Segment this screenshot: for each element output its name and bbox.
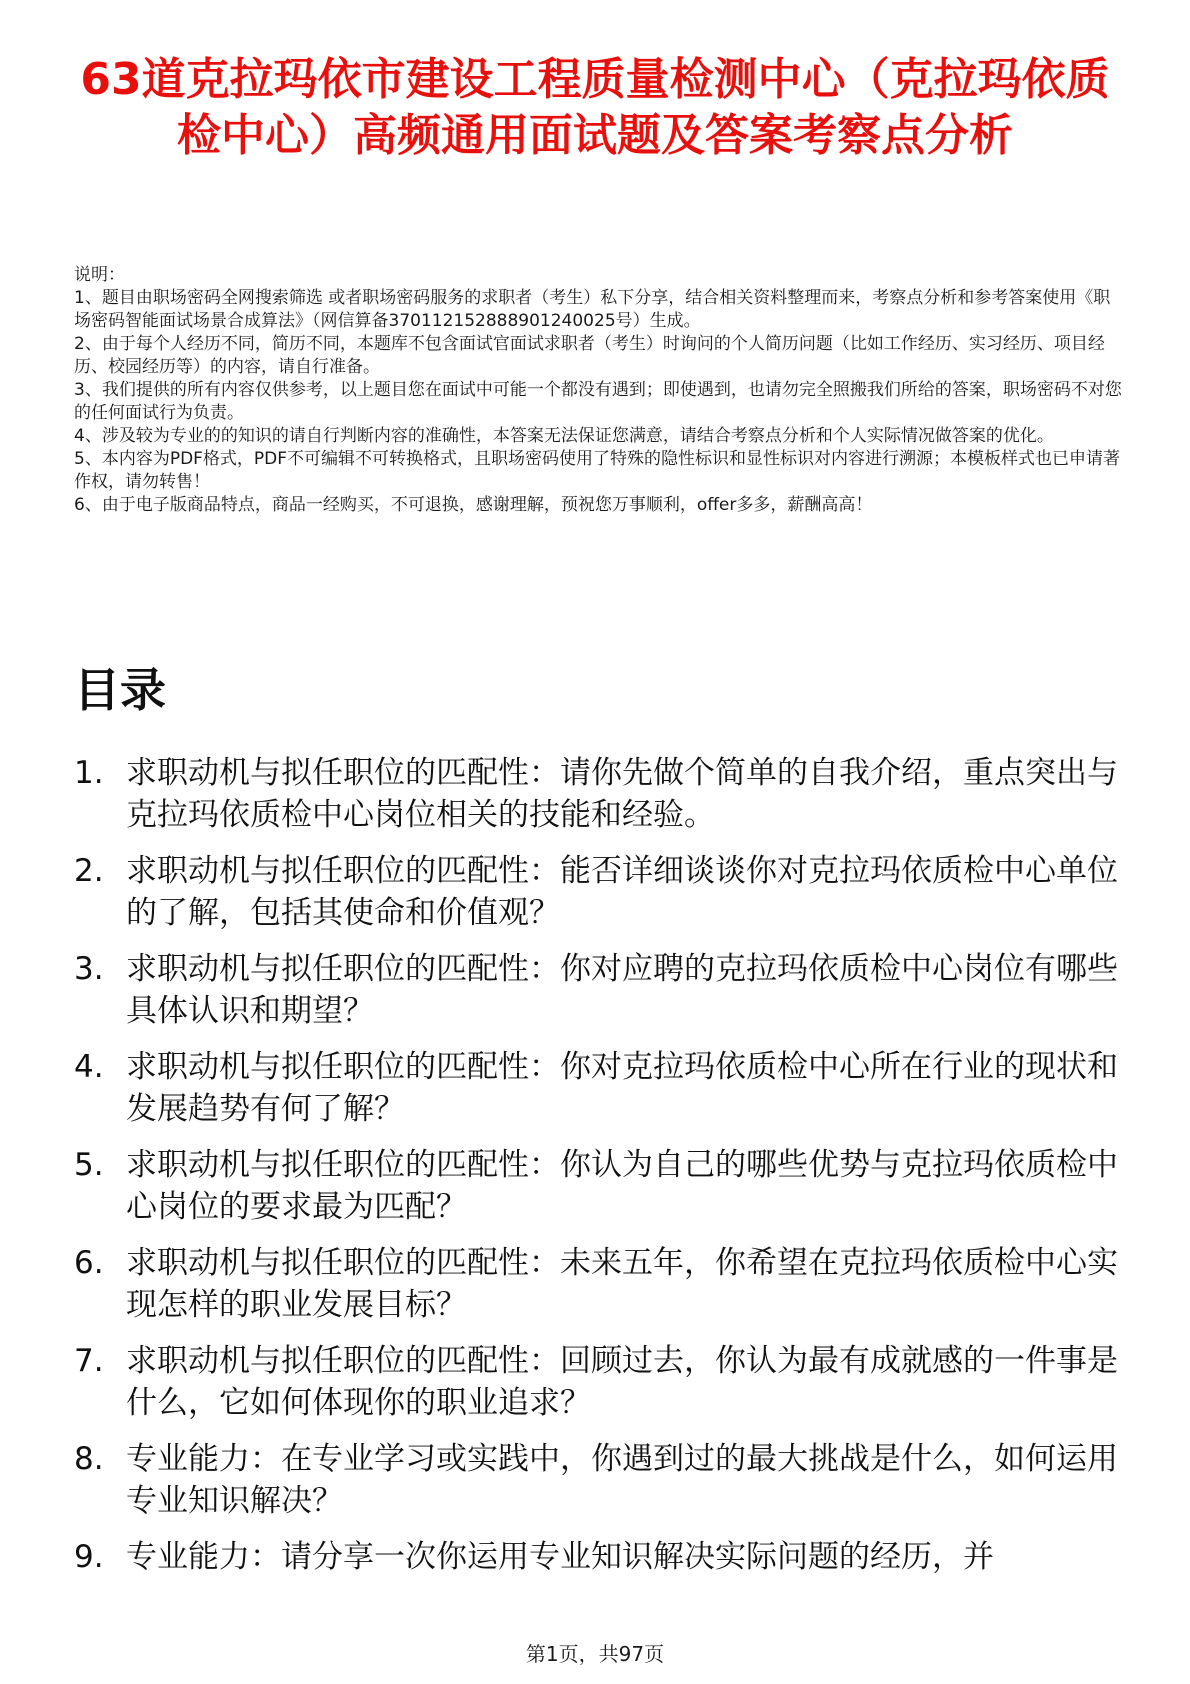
toc-item[interactable]	[74, 752, 1124, 836]
page-footer: 第1页，共97页	[525, 1642, 665, 1666]
toc-item[interactable]	[74, 1046, 1124, 1130]
toc-list	[74, 752, 1124, 1592]
toc-item-number: 4.	[74, 1049, 104, 1085]
toc-item-text: 求职动机与拟任职位的匹配性：回顾过去，你认为最有成就感的一件事是什么，它如何体现你的职业追求？	[126, 1343, 1118, 1421]
toc-item-text: 求职动机与拟任职位的匹配性：未来五年，你希望在克拉玛依质检中心实现怎样的职业发展目标？	[126, 1245, 1118, 1323]
toc-item[interactable]	[74, 1144, 1124, 1228]
toc-item[interactable]	[74, 1242, 1124, 1326]
toc-item-text: 专业能力：在专业学习或实践中，你遇到过的最大挑战是什么，如何运用专业知识解决？	[126, 1441, 1118, 1519]
toc-item[interactable]	[74, 948, 1124, 1032]
toc-item[interactable]	[74, 850, 1124, 934]
toc-item-text: 求职动机与拟任职位的匹配性：你对应聘的克拉玛依质检中心岗位有哪些具体认识和期望？	[126, 951, 1118, 1029]
notes-item: 6、由于电子版商品特点，商品一经购买，不可退换，感谢理解，预祝您万事顺利，offer多多，薪酬高高！	[74, 495, 873, 515]
toc-item[interactable]	[74, 1536, 1124, 1578]
toc-item[interactable]	[74, 1438, 1124, 1522]
toc-item-number: 1.	[74, 755, 104, 791]
toc-heading: 目录	[74, 663, 166, 717]
toc-item-text: 求职动机与拟任职位的匹配性：你认为自己的哪些优势与克拉玛依质检中心岗位的要求最为匹配？	[126, 1147, 1118, 1225]
notes-item: 5、本内容为PDF格式，PDF不可编辑不可转换格式，且职场密码使用了特殊的隐性标识和显性标识对内容进行溯源；本模板样式也已申请著作权，请勿转售！	[74, 449, 1121, 492]
notes-item: 4、涉及较为专业的的知识的请自行判断内容的准确性，本答案无法保证您满意，请结合考察点分析和个人实际情况做答案的优化。	[74, 426, 1054, 446]
toc-item-number: 2.	[74, 853, 104, 889]
toc-item-text: 求职动机与拟任职位的匹配性：能否详细谈谈你对克拉玛依质检中心单位的了解，包括其使命和价值观？	[126, 853, 1118, 931]
document-title: 63道克拉玛依市建设工程质量检测中心（克拉玛依质检中心）高频通用面试题及答案考察点分析	[80, 54, 1110, 161]
toc-item-text: 专业能力：请分享一次你运用专业知识解决实际问题的经历，并	[126, 1539, 994, 1575]
notes-item: 3、我们提供的所有内容仅供参考，以上题目您在面试中可能一个都没有遇到；即使遇到，也请勿完全照搬我们所给的答案，职场密码不对您的任何面试行为负责。	[74, 380, 1122, 423]
toc-item[interactable]	[74, 1340, 1124, 1424]
toc-item-text: 求职动机与拟任职位的匹配性：请你先做个简单的自我介绍，重点突出与克拉玛依质检中心岗位相关的技能和经验。	[126, 755, 1118, 833]
toc-item-number: 3.	[74, 951, 104, 987]
notes-item: 1、题目由职场密码全网搜索筛选 或者职场密码服务的求职者（考生）私下分享，结合相关资料整理而来，考察点分析和参考答案使用《职场密码智能面试场景合成算法》（网信算备370112152888901240025号）生成。	[74, 288, 1111, 331]
toc-item-number: 6.	[74, 1245, 104, 1281]
toc-item-text: 求职动机与拟任职位的匹配性：你对克拉玛依质检中心所在行业的现状和发展趋势有何了解？	[126, 1049, 1118, 1127]
toc-item-number: 7.	[74, 1343, 104, 1379]
toc-item-number: 9.	[74, 1539, 104, 1575]
notes-section	[74, 264, 1124, 517]
toc-item-number: 5.	[74, 1147, 104, 1183]
notes-item: 2、由于每个人经历不同，简历不同，本题库不包含面试官面试求职者（考生）时询问的个人简历问题（比如工作经历、实习经历、项目经历、校园经历等）的内容，请自行准备。	[74, 334, 1105, 377]
notes-heading: 说明：	[74, 265, 125, 285]
toc-item-number: 8.	[74, 1441, 104, 1477]
